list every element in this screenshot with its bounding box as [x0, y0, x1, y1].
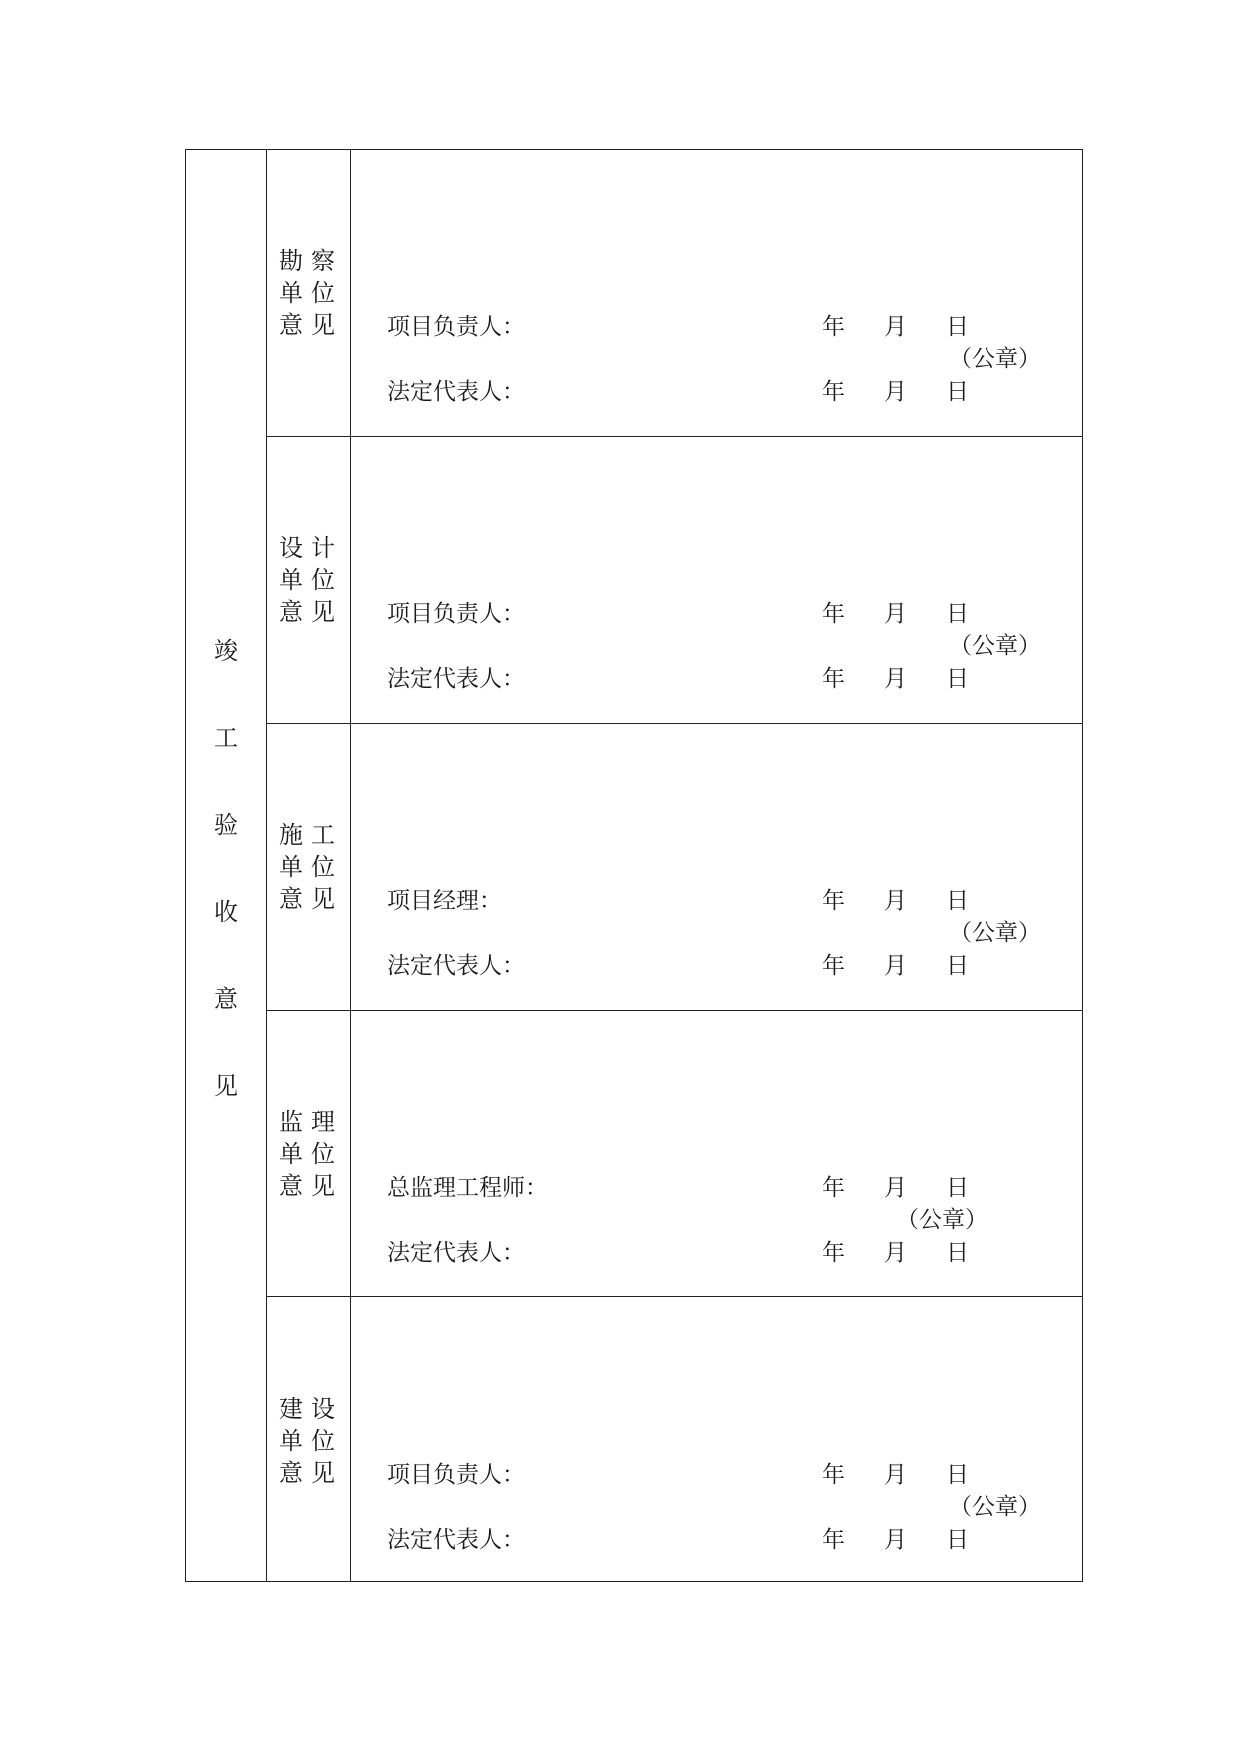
label-char: 设: [311, 1395, 335, 1423]
label-char: 单: [279, 853, 303, 881]
label-char: 位: [311, 279, 335, 307]
label-char: 意: [279, 598, 303, 626]
label-char: 单: [279, 566, 303, 594]
label-char: 位: [311, 566, 335, 594]
main-label-char: 工: [214, 724, 238, 752]
year-label: 年: [822, 379, 845, 405]
signer-label: 项目负责人：: [387, 601, 525, 627]
month-label: 月: [884, 888, 907, 914]
year-label: 年: [822, 953, 845, 979]
year-label: 年: [822, 1175, 845, 1201]
row-divider: [266, 436, 1082, 437]
completion-acceptance-table: [185, 149, 1083, 1582]
label-char: 见: [311, 885, 335, 913]
label-char: 建: [279, 1395, 303, 1423]
month-label: 月: [884, 1175, 907, 1201]
seal-label: （公章）: [896, 1207, 988, 1233]
label-char: 位: [311, 1427, 335, 1455]
seal-label: （公章）: [949, 633, 1041, 659]
year-label: 年: [822, 1240, 845, 1266]
signer-label: 项目负责人：: [387, 1462, 525, 1488]
label-char: 单: [279, 1427, 303, 1455]
day-label: 日: [946, 953, 969, 979]
label-char: 单: [279, 279, 303, 307]
seal-label: （公章）: [949, 920, 1041, 946]
legal-rep-label: 法定代表人：: [387, 379, 525, 405]
legal-rep-label: 法定代表人：: [387, 666, 525, 692]
label-char: 见: [311, 311, 335, 339]
day-label: 日: [946, 1462, 969, 1488]
month-label: 月: [884, 314, 907, 340]
main-label-char: 收: [214, 898, 238, 926]
day-label: 日: [946, 1240, 969, 1266]
legal-rep-label: 法定代表人：: [387, 953, 525, 979]
label-char: 施: [279, 821, 303, 849]
main-label-char: 见: [214, 1072, 238, 1100]
label-char: 勘: [279, 247, 303, 275]
label-char: 位: [311, 853, 335, 881]
label-char: 监: [279, 1108, 303, 1136]
section-label: [275, 1106, 347, 1202]
seal-label: （公章）: [949, 1494, 1041, 1520]
label-char: 位: [311, 1140, 335, 1168]
month-label: 月: [884, 1462, 907, 1488]
label-char: 理: [311, 1108, 335, 1136]
day-label: 日: [946, 379, 969, 405]
label-char: 见: [311, 598, 335, 626]
label-char: 工: [311, 821, 335, 849]
signer-label: 总监理工程师：: [387, 1175, 548, 1201]
day-label: 日: [946, 601, 969, 627]
section-label: [275, 245, 347, 341]
legal-rep-label: 法定代表人：: [387, 1527, 525, 1553]
legal-rep-label: 法定代表人：: [387, 1240, 525, 1266]
main-label-char: 意: [214, 985, 238, 1013]
year-label: 年: [822, 314, 845, 340]
label-char: 计: [311, 534, 335, 562]
section-label: [275, 819, 347, 915]
main-label-char: 验: [214, 811, 238, 839]
label-char: 察: [311, 247, 335, 275]
day-label: 日: [946, 666, 969, 692]
label-char: 意: [279, 1459, 303, 1487]
label-char: 意: [279, 311, 303, 339]
signer-label: 项目经理：: [387, 888, 502, 914]
month-label: 月: [884, 666, 907, 692]
label-char: 设: [279, 534, 303, 562]
month-label: 月: [884, 1240, 907, 1266]
day-label: 日: [946, 1527, 969, 1553]
column-divider-2: [350, 150, 351, 1581]
month-label: 月: [884, 379, 907, 405]
row-divider: [266, 1010, 1082, 1011]
day-label: 日: [946, 314, 969, 340]
day-label: 日: [946, 888, 969, 914]
month-label: 月: [884, 601, 907, 627]
signer-label: 项目负责人：: [387, 314, 525, 340]
year-label: 年: [822, 1462, 845, 1488]
month-label: 月: [884, 1527, 907, 1553]
year-label: 年: [822, 666, 845, 692]
seal-label: （公章）: [949, 346, 1041, 372]
year-label: 年: [822, 601, 845, 627]
label-char: 单: [279, 1140, 303, 1168]
month-label: 月: [884, 953, 907, 979]
section-label: [275, 532, 347, 628]
section-label: [275, 1393, 347, 1489]
label-char: 意: [279, 885, 303, 913]
main-label-char: 竣: [214, 637, 238, 665]
column-divider-1: [266, 150, 267, 1581]
row-divider: [266, 723, 1082, 724]
label-char: 意: [279, 1172, 303, 1200]
year-label: 年: [822, 1527, 845, 1553]
year-label: 年: [822, 888, 845, 914]
row-divider: [266, 1296, 1082, 1297]
label-char: 见: [311, 1459, 335, 1487]
label-char: 见: [311, 1172, 335, 1200]
day-label: 日: [946, 1175, 969, 1201]
